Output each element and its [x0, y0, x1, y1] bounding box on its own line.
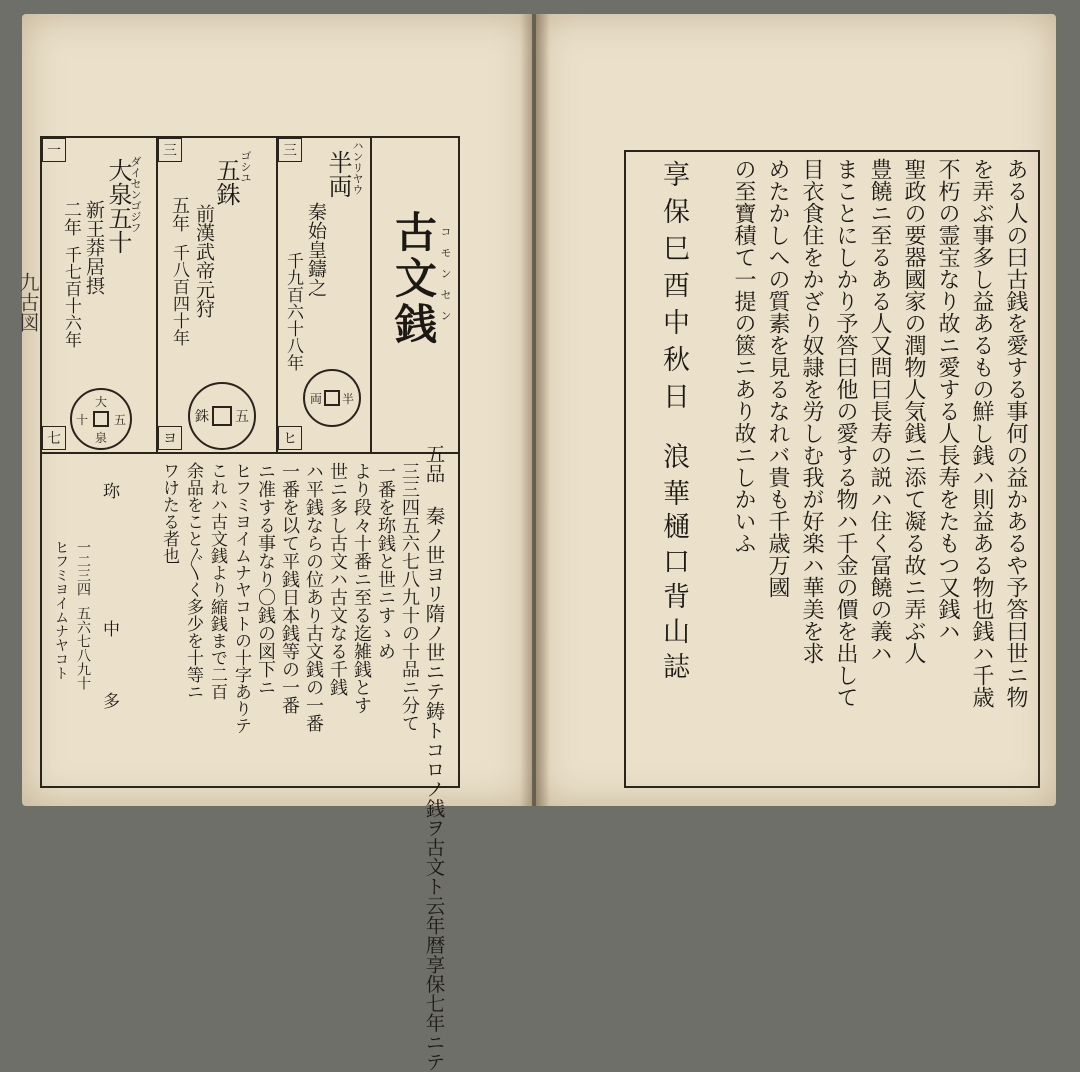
coin-name-2: 五銖 [212, 158, 240, 206]
coin-name-reading-3: ハンリヤウ [351, 140, 364, 195]
coin-column-divider-1 [156, 136, 158, 452]
preface-date: 享保巳酉中秋日 [658, 160, 689, 419]
preface-line: めたかしへの質素を見るなれバ貴も千歳万國 [765, 158, 790, 598]
body-line: ワけたる者也 [159, 462, 179, 564]
body-line: 一番を以て平銭日本銭等の一番 [279, 462, 300, 714]
preface-line: 不朽の霊宝なり故ニ愛する人長寿をたもつ又銭ハ [935, 158, 960, 642]
coin-years-2: 千八百四十年 [169, 244, 189, 346]
author-name: 樋口背山誌 [658, 512, 689, 687]
legend-row-1: 一二三四 [75, 540, 91, 596]
margin-label: 九古図 [16, 272, 40, 332]
coin-years-3: 千九百六十八年 [283, 252, 303, 371]
coin-date-1: 二年 [61, 200, 82, 236]
body-line: ニ准する事なり〇銭の図下ニ [255, 462, 276, 696]
section-heading-reading: コモンセン [439, 226, 452, 331]
ban-liang-coin-drawing-3 [302, 368, 362, 428]
preface-line: の至寶積て一提の篋ニあり故ニしかいふ [731, 158, 756, 554]
coin-number-badge-1: 一 [42, 138, 66, 162]
coin-number-badge-2: 三 [158, 138, 182, 162]
coin-number-badge-3: 三 [278, 138, 302, 162]
coin-column-divider-3 [370, 136, 372, 452]
body-line: ハ平銭ならの位あり古文銭の一番 [303, 462, 324, 732]
body-line: より段々十番ニ至る迄雑銭とす [351, 462, 372, 714]
coin-glyph: 半 [341, 392, 355, 406]
coin-note-1: 新王莽居摂 [83, 200, 105, 295]
coin-glyph: 十 [75, 413, 89, 427]
coin-rarity-mark-1: 七 [42, 426, 66, 450]
ban-liang-coin-drawing-1 [68, 386, 134, 452]
coin-glyph: 両 [309, 392, 323, 406]
book-gutter [520, 14, 550, 806]
preface-line: ある人の曰古銭を愛する事何の益かあるや予答曰世ニ物 [1003, 158, 1028, 708]
coin-glyph: 泉 [94, 431, 108, 445]
legend-middle: 中 [99, 620, 119, 637]
author-place: 浪華 [658, 442, 689, 516]
section-heading: 古文銭 [389, 210, 438, 348]
preface-line: 目衣食住をかざり奴隷を労しむ我が好楽ハ華美を求 [799, 158, 824, 664]
coin-years-1: 千七百十六年 [61, 246, 81, 348]
intro-text: 五品 秦ノ世ヨリ隋ノ世ニテ鋳トコロノ銭ヲ古文ト云年暦享保七年ニテ [422, 444, 446, 1072]
body-line: これハ古文銭より縮銭まで二百 [207, 462, 227, 700]
coin-rarity-mark-3: ヒ [278, 426, 302, 450]
legend-row-2: 五六七八九十 [75, 606, 91, 690]
coin-glyph: 五 [235, 409, 249, 425]
coin-note-2: 前漢武帝元狩 [193, 204, 215, 318]
body-line: 余品をこと〴〵く多少を十等ニ [183, 462, 203, 700]
legend-rare: 珎 [99, 482, 119, 499]
legend-row-3: ヒフミヨイムナヤコト [53, 540, 69, 680]
coin-note-3: 秦始皇鑄之 [305, 202, 327, 297]
wuzhu-coin-drawing-2 [186, 380, 258, 452]
coin-glyph: 大 [94, 395, 108, 409]
preface-line: 聖政の要器國家の潤物人気銭ニ添て凝る故ニ弄ぶ人 [901, 158, 926, 664]
coin-name-1: 大泉五十 [104, 158, 132, 254]
coin-name-reading-1: ダイセンゴジフ [129, 156, 142, 233]
coin-name-3: 半両 [324, 150, 352, 198]
body-line: ヒフミヨイムナヤコトの十字ありテ [231, 462, 251, 734]
preface-line: 豊饒ニ至るある人又問曰長寿の説ハ住く冨饒の義ハ [867, 158, 892, 664]
body-line: 世ニ多し古文ハ古文なる千銭 [327, 462, 348, 696]
coin-date-2: 五年 [169, 196, 190, 232]
coin-rarity-mark-2: ヨ [158, 426, 182, 450]
preface-line: まことにしかり予答曰他の愛する物ハ千金の價を出して [833, 158, 858, 708]
coin-name-reading-2: ゴシユ [239, 150, 252, 183]
legend-many: 多 [99, 692, 119, 709]
coin-glyph: 五 [113, 413, 127, 427]
coin-glyph: 銖 [195, 409, 209, 425]
body-line: 一番を珎銭と世ニすゝめ [375, 462, 396, 660]
coin-column-divider-2 [276, 136, 278, 452]
preface-line: を弄ぶ事多し益あるもの鮮し銭ハ則益ある物也銭ハ千歳 [969, 158, 994, 708]
body-line: 三三四五六七八九十の十品ニ分て [399, 462, 420, 732]
